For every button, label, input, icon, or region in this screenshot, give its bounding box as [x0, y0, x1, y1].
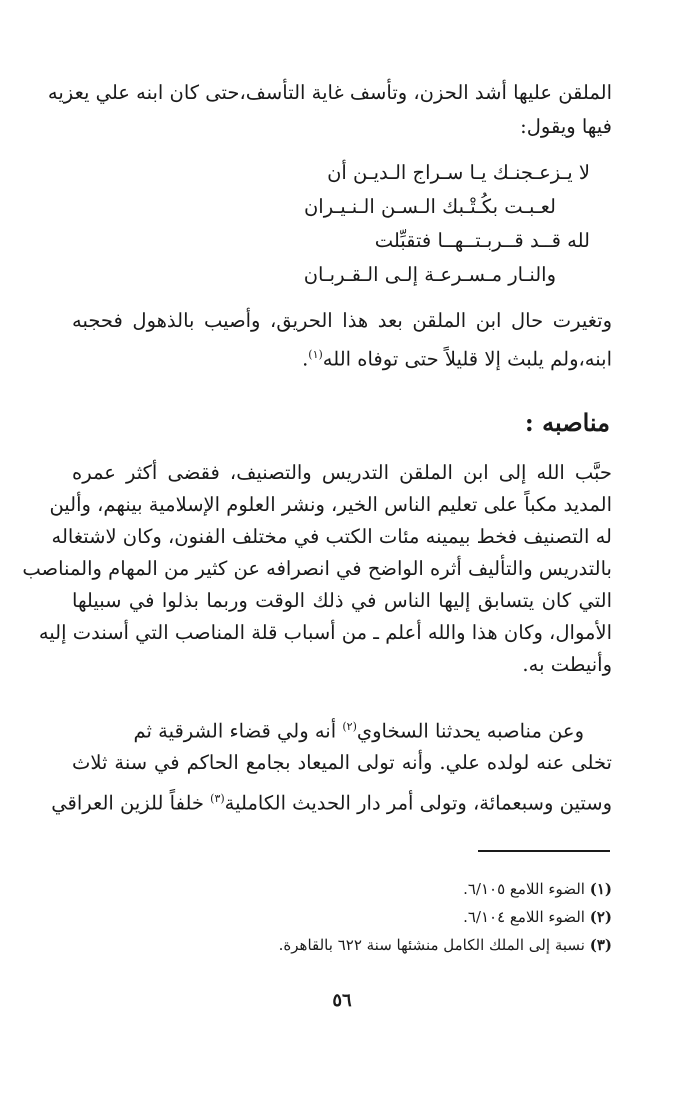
para1-line-1: حبَّب الله إلى ابن الملقن التدريس والتصنيف، فقضى أكثر عمره	[72, 461, 612, 484]
para1-line-3: له التصنيف فخط بيمينه مئات الكتب في مختلف الفنون، وكان لاشتغاله	[51, 525, 612, 548]
poem-verse-1: لا يـزعـجنـك يـا سـراج الـديـن أن	[327, 161, 590, 184]
footnote-3: (٣) نسبة إلى الملك الكامل منشئها سنة ٦٢٢ بالقاهرة.	[278, 936, 612, 954]
para1-line-2: المديد مكباً على تعليم الناس الخير، ونشر العلوم الإسلامية بينهم، وألين	[49, 493, 612, 516]
poem-verse-3: لله قــد قــربـتــهــا فتقبِّلت	[374, 229, 590, 252]
footnote-ref-2[interactable]: (٢)	[342, 720, 357, 733]
para2-line-1: وعن مناصبه يحدثنا السخاوي$^{(٢)}$ أنه ولي قضاء الشرقية ثم	[133, 719, 584, 743]
poem-verse-4: والنـار مـسـرعـة إلـى الـقـربـان	[303, 263, 556, 286]
para1-line-7: وأنيطت به.	[522, 653, 612, 676]
footnote-1: (١) الضوء اللامع ٦/١٠٥.	[463, 880, 612, 898]
footnote-ref-1[interactable]: (١)	[308, 348, 323, 361]
footnote-separator	[478, 850, 610, 852]
intro-line-1: الملقن عليها أشد الحزن، وتأسف غاية التأسف،حتى كان ابنه علي يعزيه	[47, 81, 612, 104]
para1-line-4: بالتدريس والتأليف أثره الواضح في انصرافه عن كثير من المهام والمناصب	[22, 557, 612, 580]
footnote-ref-3[interactable]: (٣)	[210, 792, 225, 805]
section-heading: مناصبه :	[524, 408, 610, 437]
page-number: ٥٦	[332, 990, 352, 1011]
para1-line-5: التي كان يتسابق إليها الناس في ذلك الوقت وربما بذلوا في سبيلها	[72, 589, 612, 612]
after-line-2: ابنه،ولم يلبث إلا قليلاً حتى توفاه الله$^{(١)}$.	[302, 347, 612, 371]
footnote-2: (٢) الضوء اللامع ٦/١٠٤.	[463, 908, 612, 926]
para2-line-2: تخلى عنه لولده علي. وأنه تولى الميعاد بجامع الحاكم في سنة ثلاث	[72, 751, 612, 774]
intro-line-2: فيها ويقول:	[520, 115, 612, 138]
para1-line-6: الأموال، وكان هذا والله أعلم ـ من أسباب قلة المناصب التي أسندت إليه	[38, 621, 612, 644]
poem-verse-2: لعـبـت بكُـتْـبك الـسـن الـنـيـران	[303, 195, 556, 218]
after-line-1: وتغيرت حال ابن الملقن بعد هذا الحريق، وأصيب بالذهول فحجبه	[72, 309, 612, 332]
para2-line-3: وستين وسبعمائة، وتولى أمر دار الحديث الكاملية$^{(٣)}$ خلفاً للزين العراقي	[51, 791, 612, 815]
